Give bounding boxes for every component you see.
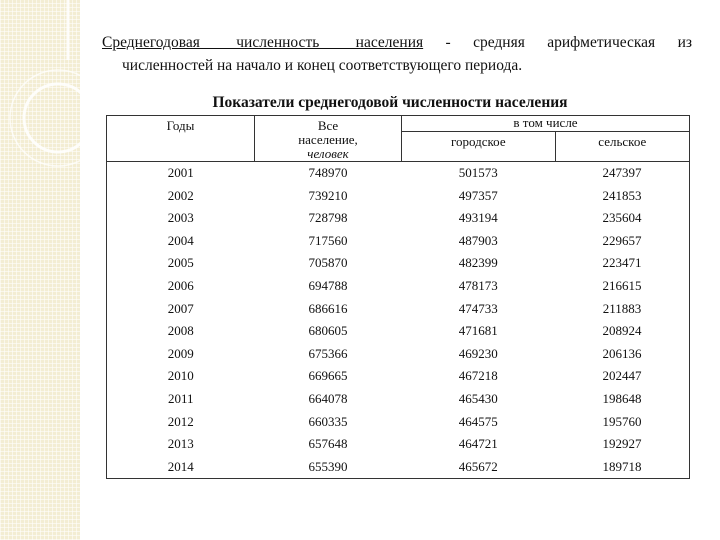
definition-line2: численностей на начало и конец соответствующего периода. (122, 57, 523, 74)
cell-rural: 241853 (602, 187, 642, 203)
cell-total: 739210 (308, 187, 348, 203)
cell-year: 2008 (167, 323, 194, 339)
cell-year: 2003 (167, 210, 194, 226)
table-row (107, 230, 689, 253)
cell-total: 748970 (308, 165, 348, 180)
cell-urban: 469230 (458, 345, 498, 361)
cell-urban: 467218 (458, 368, 498, 384)
definition-rest: - средняя арифметическая из (423, 34, 692, 51)
cell-total: 655390 (308, 458, 348, 474)
cell-year: 2001 (167, 165, 194, 180)
table-row (107, 252, 689, 275)
definition-term: Среднегодовая численность населения (102, 34, 424, 51)
cell-total: 728798 (308, 210, 348, 226)
cell-year: 2006 (167, 277, 194, 293)
cell-rural: 189718 (602, 458, 642, 474)
header-total (255, 116, 402, 162)
cell-rural: 198648 (602, 390, 642, 406)
table-body (107, 162, 689, 479)
cell-total: 705870 (308, 255, 348, 271)
cell-rural: 202447 (602, 368, 642, 384)
cell-rural: 223471 (602, 255, 642, 271)
table-caption: Показатели среднегодовой численности населения (212, 94, 568, 111)
cell-total: 680605 (308, 323, 348, 339)
cell-urban: 478173 (458, 277, 498, 293)
cell-urban: 465672 (458, 458, 498, 474)
cell-total: 660335 (308, 413, 348, 429)
cell-urban: 487903 (458, 232, 498, 248)
cell-rural: 192927 (602, 436, 642, 452)
table-row (107, 275, 689, 298)
cell-year: 2010 (167, 368, 194, 384)
cell-total: 694788 (308, 277, 348, 293)
decorative-circles (0, 0, 80, 540)
cell-urban: 493194 (458, 210, 498, 226)
cell-year: 2005 (167, 255, 194, 271)
table-row (107, 456, 689, 479)
cell-rural: 235604 (602, 210, 642, 226)
definition-text (102, 31, 692, 77)
cell-year: 2007 (167, 300, 194, 316)
cell-urban: 497357 (458, 187, 498, 203)
cell-rural: 195760 (602, 413, 642, 429)
cell-total: 686616 (308, 300, 348, 316)
cell-year: 2004 (167, 232, 194, 248)
cell-year: 2013 (167, 436, 194, 452)
table-row (107, 343, 689, 366)
cell-year: 2011 (167, 390, 194, 406)
cell-rural: 216615 (602, 277, 642, 293)
cell-urban: 465430 (458, 390, 498, 406)
cell-urban: 471681 (458, 323, 498, 339)
cell-total: 657648 (308, 436, 348, 452)
cell-year: 2014 (167, 458, 194, 474)
cell-rural: 208924 (602, 323, 642, 339)
header-total-unit: человек (307, 146, 349, 161)
table-row (107, 411, 689, 434)
header-total-line2: население, (298, 132, 358, 147)
cell-year: 2009 (167, 345, 194, 361)
cell-total: 675366 (308, 345, 348, 361)
cell-total: 664078 (308, 390, 348, 406)
cell-total: 669665 (308, 368, 348, 384)
table-row (107, 388, 689, 411)
cell-year: 2012 (167, 413, 194, 429)
cell-urban: 501573 (458, 165, 498, 180)
table-row (107, 320, 689, 343)
cell-rural: 247397 (602, 165, 642, 180)
cell-rural: 229657 (602, 232, 642, 248)
table-row (107, 207, 689, 230)
table-row (107, 185, 689, 208)
cell-urban: 482399 (458, 255, 498, 271)
header-total-line1: Все (317, 118, 339, 133)
cell-rural: 206136 (602, 345, 642, 361)
table-row (107, 365, 689, 388)
table-row (107, 298, 689, 321)
table-row (107, 162, 689, 185)
header-years: Годы (107, 116, 255, 162)
cell-year: 2002 (167, 187, 194, 203)
cell-rural: 211883 (602, 300, 642, 316)
header-group: в том числе (402, 116, 690, 132)
population-table (106, 115, 690, 479)
table-row (107, 433, 689, 456)
cell-urban: 464721 (458, 436, 498, 452)
cell-urban: 474733 (458, 300, 498, 316)
cell-total: 717560 (308, 232, 348, 248)
header-urban: городское (402, 132, 556, 162)
header-rural: сельское (555, 132, 689, 162)
cell-urban: 464575 (458, 413, 498, 429)
